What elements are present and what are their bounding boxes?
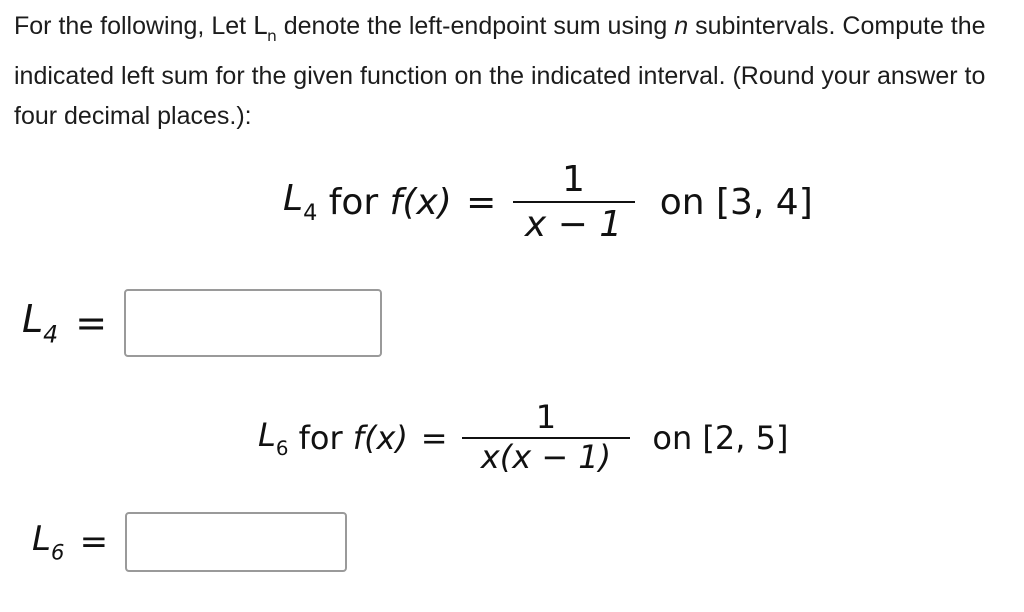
problem-2-numerator: 1 xyxy=(535,398,557,436)
problem-2-label-base: L xyxy=(258,415,276,454)
instructions-part3: subintervals. Compute the indicated left sum for the given function on the indicated interval. (Round your answer to four decimal places.): xyxy=(14,12,986,130)
problem-2-denominator xyxy=(478,439,615,476)
problem-2-fraction xyxy=(462,400,630,476)
problem-2-denominator-text: x(x − 1) xyxy=(480,438,612,477)
n-variable: n xyxy=(674,12,689,40)
problem-2-label xyxy=(258,416,288,460)
problem-1-interval: on [3, 4] xyxy=(659,181,813,223)
problem-2-function-name xyxy=(353,419,408,457)
answer-1-label xyxy=(22,297,58,349)
problem-2-func-text: f(x) xyxy=(352,418,408,457)
answer-2-label-subscript: 6 xyxy=(50,539,65,565)
answer-2-label xyxy=(32,519,64,564)
problem-1-for: for xyxy=(328,181,379,223)
instructions-part2: denote the left-endpoint sum using xyxy=(276,12,675,40)
problem-2-label-subscript: 6 xyxy=(275,436,289,460)
answer-1-label-subscript: 4 xyxy=(43,320,59,349)
problem-2-statement xyxy=(258,400,788,476)
answer-row-2 xyxy=(32,512,347,572)
answer-2-label-base: L xyxy=(32,519,51,560)
problem-1-equals: = xyxy=(466,181,497,223)
problem-1-function-name xyxy=(390,182,452,223)
answer-1-equals: = xyxy=(75,301,108,345)
problem-2-equals: = xyxy=(420,418,448,457)
answer-row-1 xyxy=(22,289,382,357)
instructions-text xyxy=(14,6,1014,136)
answer-1-input[interactable] xyxy=(124,289,382,357)
problem-1-func-text: f(x) xyxy=(389,181,452,223)
problem-1-numerator: 1 xyxy=(562,159,585,200)
ln-symbol xyxy=(253,11,277,45)
problem-1-denominator-text: x − 1 xyxy=(524,204,623,246)
problem-1-label xyxy=(283,178,317,226)
ln-subscript: n xyxy=(266,26,277,45)
ln-base: L xyxy=(253,11,267,40)
problem-2-interval: on [2, 5] xyxy=(652,418,789,457)
problem-1-label-subscript: 4 xyxy=(303,200,318,227)
instructions-part1: For the following, Let xyxy=(14,12,254,40)
problem-1-statement xyxy=(283,160,813,245)
answer-2-equals: = xyxy=(79,522,109,562)
problem-2-for: for xyxy=(298,418,343,457)
problem-1-label-base: L xyxy=(283,178,304,220)
problem-1-denominator xyxy=(521,203,625,244)
problem-1-fraction xyxy=(513,160,635,245)
answer-1-label-base: L xyxy=(22,297,44,342)
answer-2-input[interactable] xyxy=(125,512,347,572)
